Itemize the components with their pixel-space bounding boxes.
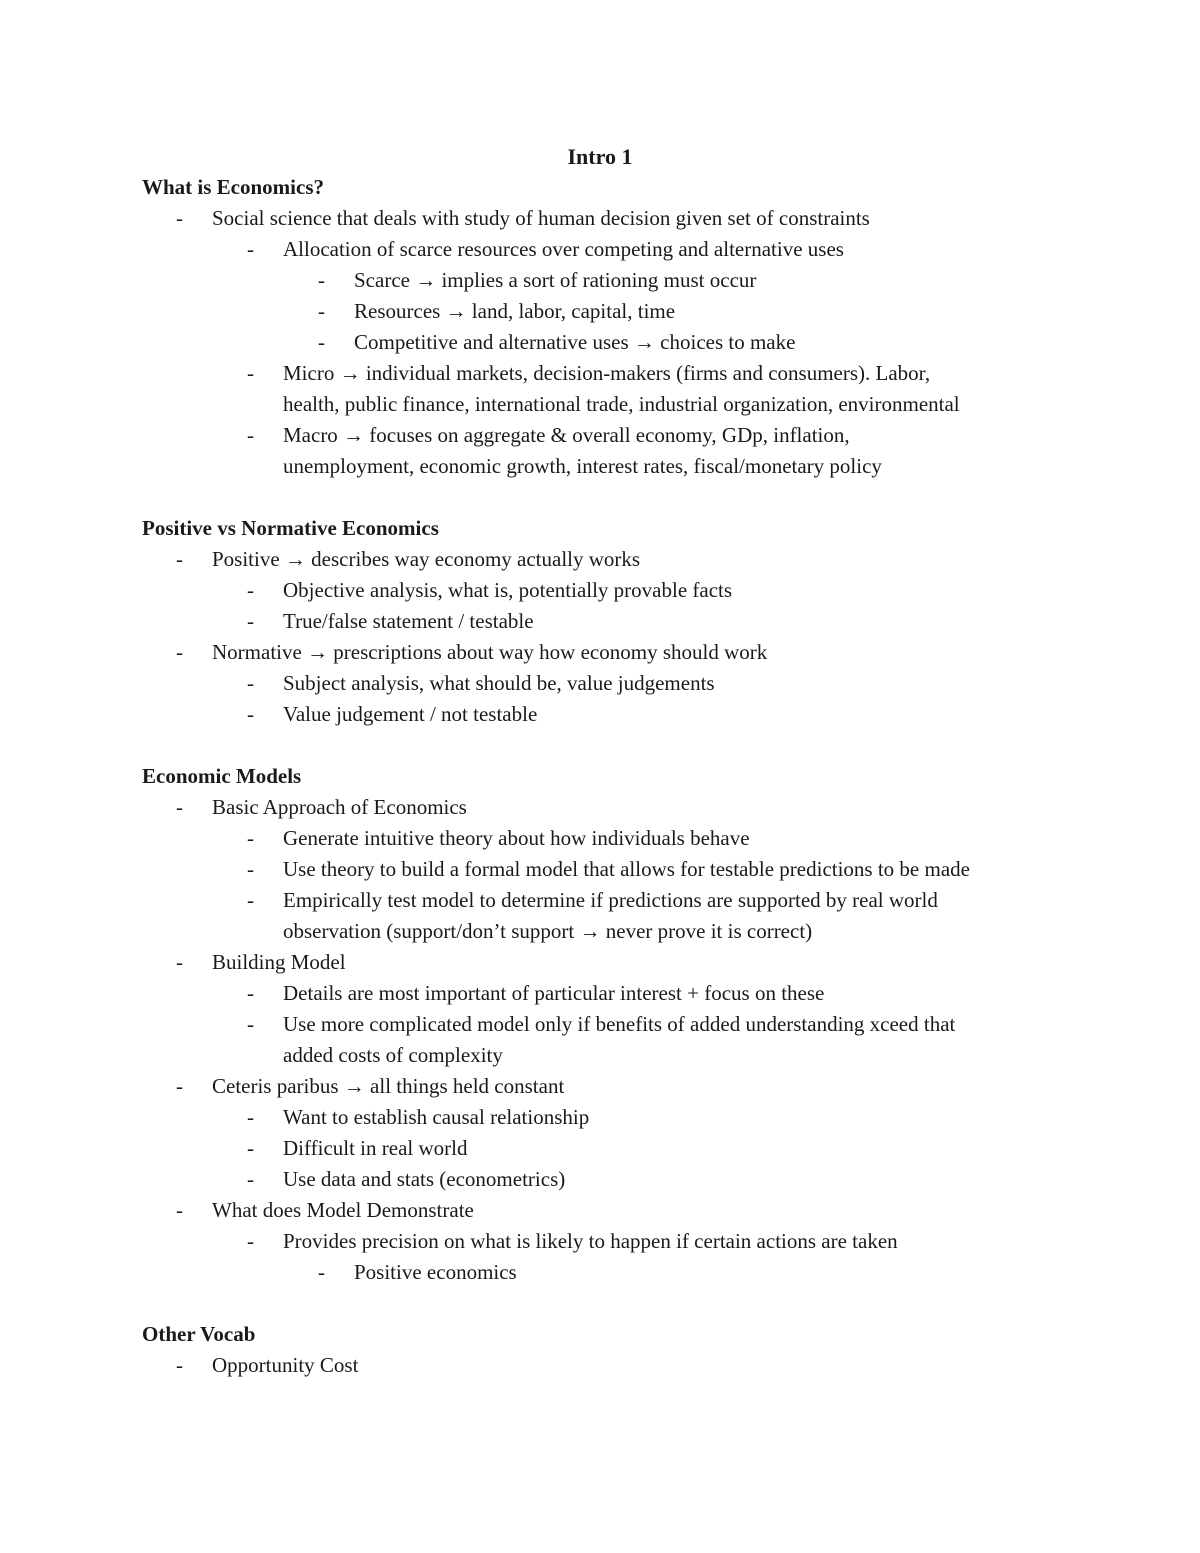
list-item: Normative → prescriptions about way how economy should work: [212, 640, 768, 664]
bullet-dash: -: [176, 206, 183, 230]
list-item: Generate intuitive theory about how individuals behave: [283, 826, 750, 850]
bullet-dash: -: [247, 1012, 254, 1036]
bullet-dash: -: [247, 981, 254, 1005]
bullet-dash: -: [247, 578, 254, 602]
list-item: Want to establish causal relationship: [283, 1105, 590, 1129]
list-item: Building Model: [212, 950, 346, 974]
list-item: Ceteris paribus → all things held constant: [212, 1074, 565, 1098]
list-item: Scarce → implies a sort of rationing must occur: [354, 268, 757, 292]
bullet-dash: -: [247, 1167, 254, 1191]
bullet-dash: -: [247, 888, 254, 912]
section-heading-economic-models: Economic Models: [142, 764, 302, 788]
bullet-dash: -: [318, 1260, 325, 1284]
bullet-dash: -: [176, 795, 183, 819]
bullet-dash: -: [318, 299, 325, 323]
list-item: Positive economics: [354, 1260, 517, 1284]
bullet-dash: -: [247, 423, 254, 447]
list-item-continuation: observation (support/don’t support → never prove it is correct): [283, 919, 813, 943]
list-item: Value judgement / not testable: [283, 702, 538, 726]
bullet-dash: -: [318, 268, 325, 292]
bullet-dash: -: [247, 826, 254, 850]
list-item-continuation: unemployment, economic growth, interest rates, fiscal/monetary policy: [283, 454, 882, 478]
bullet-dash: -: [176, 1198, 183, 1222]
bullet-dash: -: [247, 1136, 254, 1160]
list-item: Use data and stats (econometrics): [283, 1167, 566, 1191]
list-item: Basic Approach of Economics: [212, 795, 467, 819]
list-item: Use more complicated model only if benefits of added understanding xceed that: [283, 1012, 956, 1036]
list-item: Use theory to build a formal model that allows for testable predictions to be made: [283, 857, 970, 881]
bullet-dash: -: [247, 671, 254, 695]
list-item: Empirically test model to determine if predictions are supported by real world: [283, 888, 938, 912]
list-item: Subject analysis, what should be, value judgements: [283, 671, 715, 695]
list-item: Social science that deals with study of human decision given set of constraints: [212, 206, 870, 230]
list-item: Positive → describes way economy actually works: [212, 547, 641, 571]
bullet-dash: -: [176, 547, 183, 571]
bullet-dash: -: [247, 702, 254, 726]
list-item-continuation: added costs of complexity: [283, 1043, 503, 1067]
bullet-dash: -: [247, 857, 254, 881]
bullet-dash: -: [176, 950, 183, 974]
list-item: Provides precision on what is likely to happen if certain actions are taken: [283, 1229, 898, 1253]
bullet-dash: -: [176, 640, 183, 664]
bullet-dash: -: [247, 361, 254, 385]
list-item-continuation: health, public finance, international trade, industrial organization, environmental: [283, 392, 960, 416]
section-heading-positive-normative: Positive vs Normative Economics: [142, 516, 439, 540]
list-item: Allocation of scarce resources over competing and alternative uses: [283, 237, 844, 261]
list-item: Resources → land, labor, capital, time: [354, 299, 676, 323]
bullet-dash: -: [247, 609, 254, 633]
section-heading-other-vocab: Other Vocab: [142, 1322, 256, 1346]
list-item: Details are most important of particular interest + focus on these: [283, 981, 825, 1005]
bullet-dash: -: [247, 1229, 254, 1253]
list-item: Opportunity Cost: [212, 1353, 359, 1377]
list-item: Difficult in real world: [283, 1136, 468, 1160]
list-item: Macro → focuses on aggregate & overall economy, GDp, inflation,: [283, 423, 850, 447]
list-item: What does Model Demonstrate: [212, 1198, 474, 1222]
section-heading-economics: What is Economics?: [142, 175, 325, 199]
list-item: True/false statement / testable: [283, 609, 534, 633]
bullet-dash: -: [247, 1105, 254, 1129]
bullet-dash: -: [176, 1074, 183, 1098]
list-item: Competitive and alternative uses → choices to make: [354, 330, 796, 354]
bullet-dash: -: [318, 330, 325, 354]
bullet-dash: -: [176, 1353, 183, 1377]
document-title: Intro 1: [567, 144, 633, 169]
list-item: Objective analysis, what is, potentially provable facts: [283, 578, 733, 602]
list-item: Micro → individual markets, decision-makers (firms and consumers). Labor,: [283, 361, 931, 385]
bullet-dash: -: [247, 237, 254, 261]
